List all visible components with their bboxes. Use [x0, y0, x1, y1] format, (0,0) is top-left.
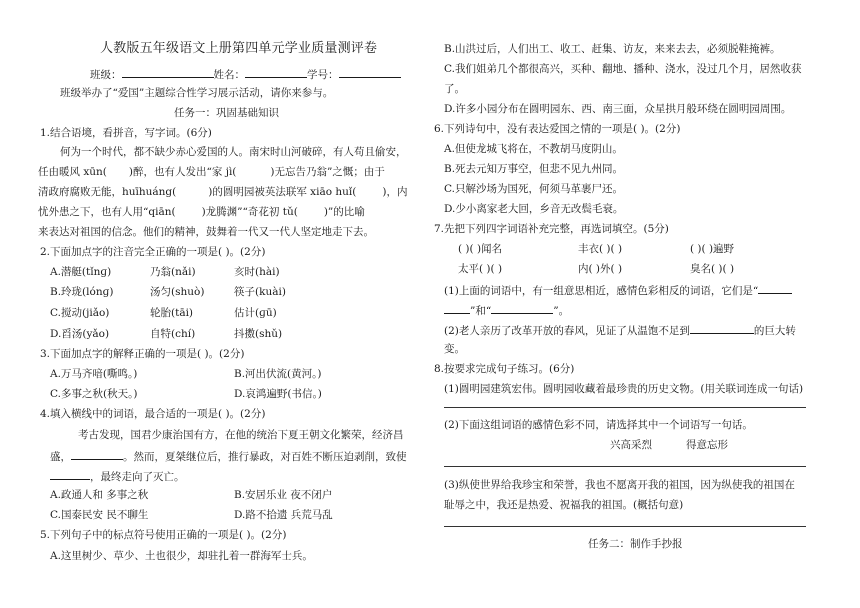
- right-column: [434, 0, 822, 608]
- q7-text: (2)老人亲历了改革开放的春风，见证了从温饱不足到: [444, 325, 690, 337]
- q4-option: D.路不拾遗 兵荒马乱: [234, 509, 333, 521]
- student-info-line: [90, 66, 401, 82]
- q2-option: A.潜艇(tǐnɡ): [50, 266, 112, 278]
- q4-option: A.政通人和 多事之秋: [50, 489, 149, 501]
- id-label: 学号：: [307, 69, 339, 81]
- q7-blank-1b[interactable]: [444, 302, 470, 314]
- q6-option: C.只解沙场为国死，何须马革裹尸还。: [444, 183, 623, 195]
- q1-stem: 1.结合语境，看拼音，写字词。(6分): [40, 127, 212, 139]
- q1-text: )的圆明园被英法联军 xiāo huǐ(: [208, 186, 357, 198]
- q7-text: (1)上面的词语中，有一组意思相近，感情色彩相反的词语，它们是“: [444, 285, 759, 297]
- q1-text: )龙腾渊”“奇花初 tǔ(: [201, 206, 298, 218]
- q2-option: 自特(chí): [150, 328, 196, 340]
- name-label: 姓名：: [213, 69, 245, 81]
- answer-line[interactable]: [444, 407, 806, 408]
- q3-option: A.万马齐喑(嘶鸣。): [50, 368, 138, 380]
- q1-text: )，内: [382, 186, 408, 198]
- q7-blank-3[interactable]: [690, 322, 754, 334]
- q2-stem: 2.下面加点字的注音完全正确的一项是( )。(2分): [40, 246, 266, 258]
- q4-blank-2[interactable]: [50, 468, 90, 480]
- q6-option: D.少小离家老大回，乡音无改鬓毛衰。: [444, 203, 624, 215]
- q2-option: 亥时(hài): [234, 266, 280, 278]
- q1-text: )醉，也有人发出“家 jì(: [128, 166, 237, 178]
- q1-para-line: [38, 165, 385, 179]
- q4-text: ，最终走向了灭亡。: [90, 471, 185, 483]
- q7-text: ”。: [553, 305, 570, 317]
- class-field[interactable]: [122, 66, 214, 78]
- q4-para-line: 考古发现，国君少康治国有方，在他的统治下夏王朝文化繁荣，经济昌: [78, 429, 404, 441]
- q7-idiom-item: ( )( )遍野: [690, 243, 735, 255]
- q3-stem: 3.下面加点字的解释正确的一项是( )。(2分): [40, 348, 245, 360]
- q8-sub1: (1)圆明园建筑宏伟。圆明园收藏着最珍贵的历史文物。(用关联词连成一句话): [444, 383, 804, 395]
- q7-idiom-item: 臭名( )( ): [690, 263, 735, 275]
- q1-text: huīhuáng(: [122, 186, 177, 198]
- id-field[interactable]: [339, 66, 401, 78]
- q1-text: 任由暖风 xūn(: [38, 166, 107, 178]
- exam-title: 人教版五年级语文上册第四单元学业质量测评卷: [100, 41, 378, 56]
- q2-option: 估计(ɡū): [234, 307, 277, 319]
- q7-idiom-item: 内( )外( ): [578, 263, 623, 275]
- q4-text: 。然而，夏桀继位后，推行暴政，对百姓不断压迫剥削，致使: [123, 451, 407, 463]
- q4-para-line: [50, 448, 407, 464]
- q7-idiom-item: 太平( )( ): [458, 263, 503, 275]
- q2-option: D.舀汤(yǎo): [50, 328, 110, 340]
- task2-heading: 任务二：制作手抄报: [588, 538, 683, 550]
- q4-text: 盛，: [50, 451, 71, 463]
- q7-text: ”和“: [470, 305, 492, 317]
- q1-para-line: 何为一个时代，都不缺少赤心爱国的人。南宋时山河破碎，有人苟且偷安，: [60, 146, 407, 158]
- q6-option: A.但使龙城飞将在，不教胡马度阴山。: [444, 143, 623, 155]
- class-label: 班级：: [90, 69, 122, 81]
- q4-para-line: [50, 468, 185, 484]
- task1-heading: 任务一：巩固基础知识: [174, 107, 279, 119]
- q1-para-line: [38, 205, 365, 219]
- answer-line[interactable]: [444, 466, 806, 467]
- q4-stem: 4.填入横线中的词语，最合适的一项是( )。(2分): [40, 408, 266, 420]
- q7-sub1: [444, 282, 792, 298]
- q1-text: 清政府腐败无能，: [38, 186, 122, 198]
- q3-option: B.河出伏流(黄河。): [234, 368, 322, 380]
- q1-para-line: [38, 185, 407, 199]
- q5-option: 了。: [444, 83, 465, 95]
- q1-text: 忧外患之下，也有人用“qiān(: [38, 206, 176, 218]
- q1-text: )”的比喻: [323, 206, 365, 218]
- q5-option: C.我们姐弟几个都很高兴，买种、翻地、播种、浇水，没过几个月，居然收获: [444, 63, 802, 75]
- name-field[interactable]: [245, 66, 307, 78]
- q2-option: 轮胎(tāi): [150, 307, 194, 319]
- q1-text: )无忘告乃翁”之慨；由于: [270, 166, 385, 178]
- q8-sub2: (2)下面这组词语的感情色彩不同，请选择其中一个词语写一句话。: [444, 419, 753, 431]
- q6-option: B.死去元知万事空，但悲不见九州同。: [444, 163, 624, 175]
- q7-idiom-item: ( )( )闻名: [458, 243, 503, 255]
- q8-stem: 8.按要求完成句子练习。(6分): [434, 363, 575, 375]
- q2-option: 筷子(kuài): [234, 286, 286, 298]
- q8-word: 得意忘形: [686, 439, 728, 451]
- q4-blank-1[interactable]: [71, 448, 123, 460]
- left-column: [38, 0, 430, 608]
- q2-option: B.玲珑(lónɡ): [50, 286, 114, 298]
- q5-option: A.这里树少、草少、土也很少，却驻扎着一群海军士兵。: [50, 550, 313, 562]
- q4-option: B.安居乐业 夜不闭户: [234, 489, 333, 501]
- q5-option: B.山洪过后，人们出工、收工、赶集、访友，来来去去，必须脱鞋掩裤。: [444, 43, 781, 55]
- q7-stem: 7.先把下列四字词语补充完整，再选词填空。(5分): [434, 223, 669, 235]
- q5-stem: 5.下列句子中的标点符号使用正确的一项是( )。(2分): [40, 529, 287, 541]
- q7-sub1-cont: [444, 302, 569, 318]
- q8-word: 兴高采烈: [610, 439, 652, 451]
- q7-text: 变。: [444, 343, 465, 355]
- q1-para-line: 来表达对祖国的信念。他们的精神，鼓舞着一代又一代人坚定地走下去。: [38, 226, 374, 238]
- q3-option: D.哀鸿遍野(书信。): [234, 388, 322, 400]
- q3-option: C.多事之秋(秋天。): [50, 388, 138, 400]
- q2-option: C.搅动(jiǎo): [50, 307, 110, 319]
- q2-option: 乃翁(nǎi): [150, 266, 196, 278]
- q6-stem: 6.下列诗句中，没有表达爱国之情的一项是( )。(2分): [434, 123, 681, 135]
- intro-text: 班级举办了“爱国”主题综合性学习展示活动，请你来参与。: [60, 87, 334, 99]
- q7-text: 的巨大转: [753, 325, 796, 337]
- q7-sub2: [444, 322, 796, 338]
- answer-line[interactable]: [444, 526, 806, 527]
- q5-option: D.许多小园分布在圆明园东、西、南三面，众星拱月般环绕在圆明园周围。: [444, 103, 792, 115]
- q4-option: C.国泰民安 民不聊生: [50, 509, 149, 521]
- q7-blank-2[interactable]: [491, 302, 553, 314]
- q8-sub3: (3)纵使世界给我珍宝和荣誉，我也不愿离开我的祖国，因为纵使我的祖国在: [444, 479, 795, 491]
- q2-option: 汤匀(shuò): [150, 286, 205, 298]
- q2-option: 抖擞(shǔ): [234, 328, 283, 340]
- q8-sub3: 耻辱之中，我还是热爱、祝福我的祖国。(概括句意): [444, 499, 684, 511]
- q7-idiom-item: 丰衣( )( ): [578, 243, 623, 255]
- q7-blank-1[interactable]: [758, 282, 792, 294]
